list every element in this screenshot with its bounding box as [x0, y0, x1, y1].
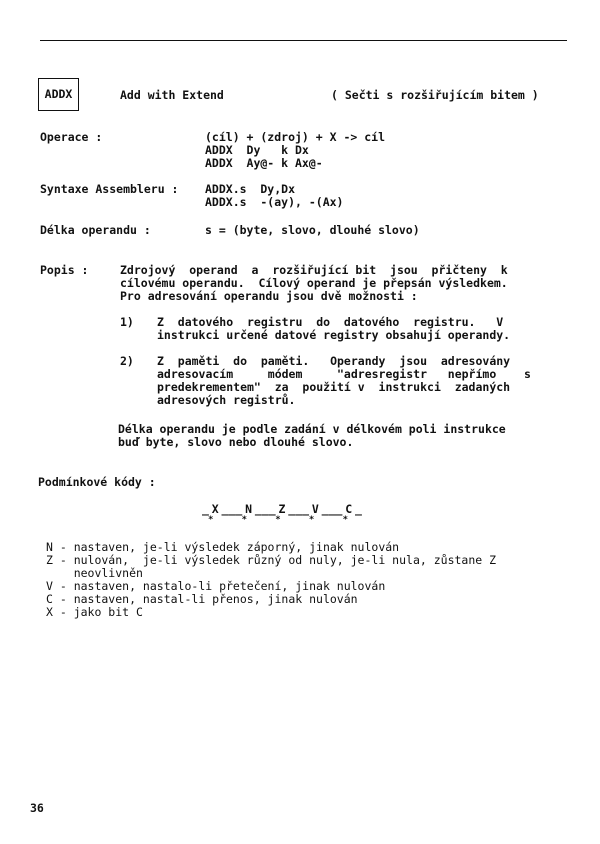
description-line: Zdrojový operand a rozšiřující bit jsou přičteny k — [120, 263, 508, 277]
option-line: adresovacím módem "adresregistr nepřímo s — [157, 367, 531, 381]
flag-c: C — [345, 502, 353, 516]
description-label: Popis : — [40, 263, 89, 277]
flag-gap: ___ — [221, 502, 243, 516]
flag-mark: * — [241, 515, 248, 525]
condition-code-item: Z - nulován, je-li výsledek různý od nuly, je-li nula, zůstane Z — [46, 553, 497, 567]
condition-code-list — [46, 541, 571, 619]
mnemonic-box — [38, 78, 79, 111]
flag-gap: ___ — [254, 502, 276, 516]
instruction-name: Add with Extend — [120, 88, 224, 102]
condition-codes-label: Podmínkové kódy : — [38, 475, 156, 489]
syntax-block — [205, 183, 343, 209]
option-line: adresových registrů. — [157, 393, 296, 407]
option-number: 1) — [120, 315, 134, 329]
description-line: Délka operandu je podle zadání v délkovém poli instrukce — [118, 422, 506, 436]
condition-code-item: C - nastaven, nastal-li přenos, jinak nulován — [46, 592, 358, 606]
flag-z: Z — [278, 502, 286, 516]
condition-code-item: N - nastaven, je-li výsledek záporný, jinak nulován — [46, 540, 400, 554]
operand-length-value: s = (byte, slovo, dlouhé slovo) — [205, 223, 420, 237]
option-number: 2) — [120, 354, 134, 368]
flag-gap: ___ — [321, 502, 343, 516]
flag-gap: _ — [202, 502, 209, 516]
flag-mark: * — [308, 515, 315, 525]
operation-line: ADDX Dy k Dx — [205, 143, 309, 157]
condition-flag-marks — [208, 515, 348, 525]
instruction-czech-name: ( Sečti s rozšiřujícím bitem ) — [331, 88, 539, 102]
option-line: Z datového registru do datového registru. V — [157, 315, 504, 329]
flag-mark: * — [275, 515, 281, 525]
operation-line: (cíl) + (zdroj) + X -> cíl — [205, 130, 386, 144]
flag-v: V — [311, 502, 319, 516]
flag-n: N — [245, 502, 253, 516]
option-text — [157, 355, 531, 407]
option-text — [157, 316, 510, 342]
condition-code-item: X - jako bit C — [46, 605, 143, 619]
option-line: instrukci určené datové registry obsahují operandy. — [157, 328, 511, 342]
top-rule — [40, 40, 567, 41]
description-line: cílovému operandu. Cílový operand je přepsán výsledkem. — [120, 276, 508, 290]
syntax-line: ADDX.s Dy,Dx — [205, 182, 296, 196]
flag-gap: _ — [355, 502, 362, 516]
condition-code-item: V - nastaven, nastalo-li přetečení, jinak nulován — [46, 579, 386, 593]
flag-x: X — [211, 502, 219, 516]
page-number: 36 — [30, 801, 44, 815]
operation-line: ADDX Ay@- k Ax@- — [205, 156, 323, 170]
option-line: Z paměti do paměti. Operandy jsou adresovány — [157, 354, 511, 368]
condition-code-item: neovlivněn — [46, 566, 143, 580]
syntax-line: ADDX.s -(ay), -(Ax) — [205, 195, 344, 209]
description-intro — [120, 264, 570, 303]
description-closing — [118, 423, 506, 449]
option-line: predekrementem" za použití v instrukci zadaných — [157, 380, 511, 394]
operation-block — [205, 131, 385, 170]
description-line: Pro adresování operandu jsou dvě možnosti : — [120, 289, 418, 303]
flag-mark: * — [342, 515, 348, 525]
description-line: buď byte, slovo nebo dlouhé slovo. — [118, 435, 354, 449]
flag-gap: ___ — [288, 502, 310, 516]
operand-length-label: Délka operandu : — [40, 223, 151, 237]
flag-mark: * — [208, 515, 214, 525]
operation-label: Operace : — [40, 130, 103, 144]
syntax-label: Syntaxe Assembleru : — [40, 182, 179, 196]
mnemonic: ADDX — [44, 87, 73, 101]
